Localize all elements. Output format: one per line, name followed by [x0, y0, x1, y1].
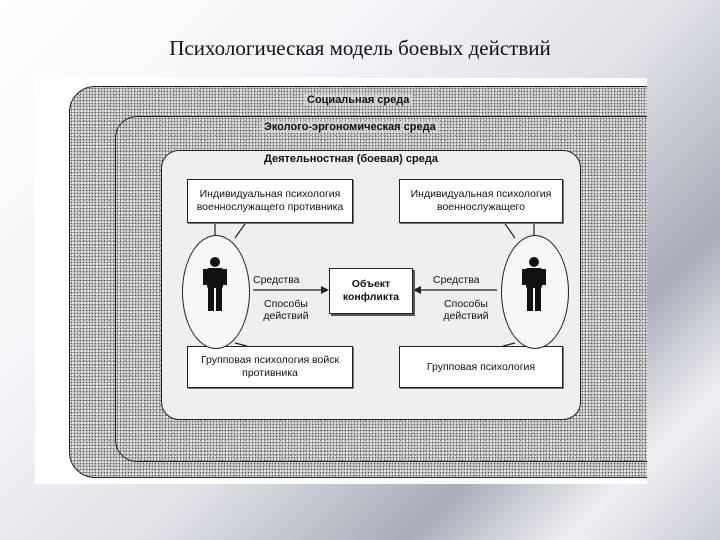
group-enemy-psychology-box: Групповая психология войск противника: [187, 346, 353, 388]
enemy-means-label: Средства: [253, 274, 300, 286]
group-own-psychology-box: Групповая психология: [399, 346, 563, 388]
individual-own-psychology-box: Индивидуальная психология военнослужащего: [399, 179, 563, 223]
enemy-methods-label: Способы действий: [263, 298, 309, 322]
ecological-environment-label: Эколого-эргономическая среда: [261, 121, 439, 133]
person-icon: [522, 256, 546, 312]
activity-environment-label: Деятельностная (боевая) среда: [264, 153, 438, 165]
slide-title: Психологическая модель боевых действий: [169, 36, 551, 60]
own-methods-label: Способы действий: [443, 298, 489, 322]
person-icon: [203, 256, 227, 312]
diagram-figure: [35, 78, 647, 484]
social-environment-label: Социальная среда: [304, 94, 412, 106]
conflict-object-box: Объект конфликта: [329, 268, 413, 314]
individual-enemy-psychology-box: Индивидуальная психология военнослужащего противника: [187, 179, 353, 223]
own-means-label: Средства: [433, 274, 480, 286]
